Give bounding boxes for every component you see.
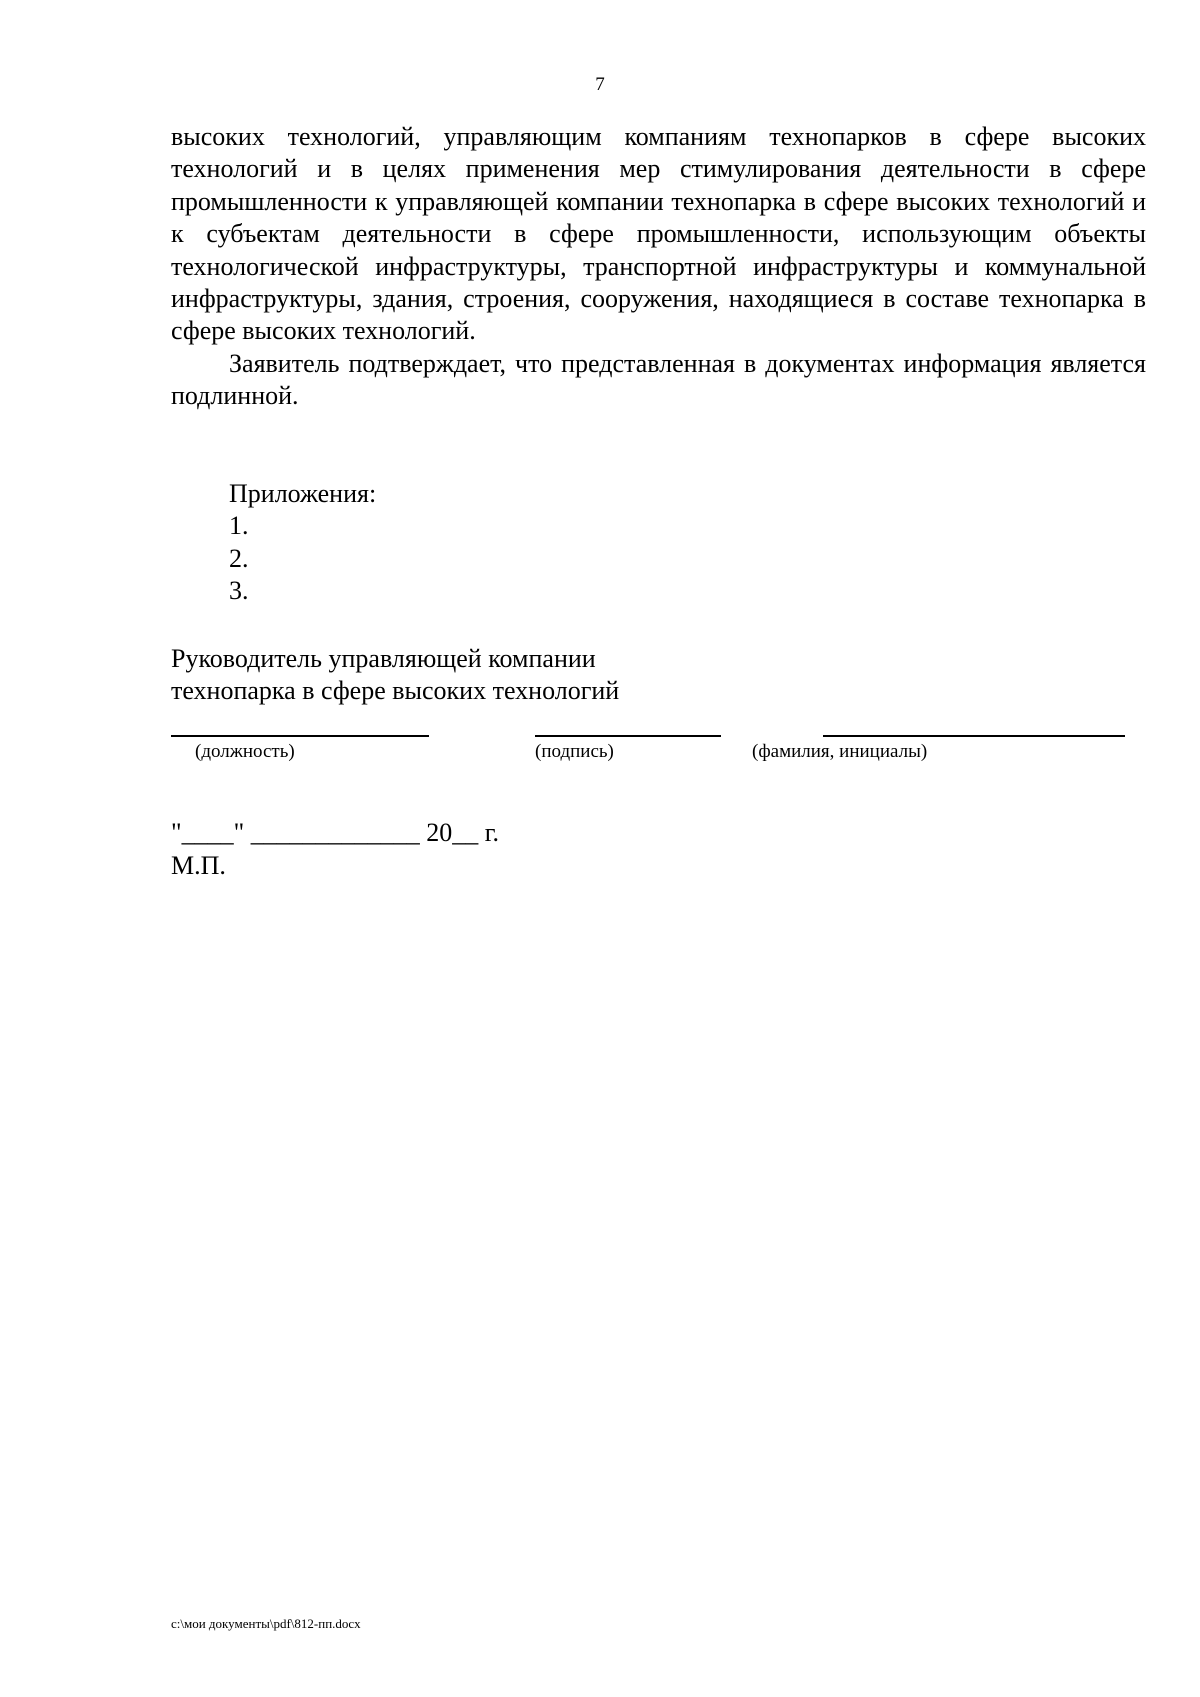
name-caption: (фамилия, инициалы) [752, 741, 928, 762]
attachment-item: 2. [229, 543, 249, 573]
page-number: 7 [595, 74, 605, 95]
footer-file-path: c:\мои документы\pdf\812-пп.docx [171, 1616, 361, 1631]
attachments-section [229, 478, 376, 608]
attachment-item: 1. [229, 511, 249, 541]
signatory-title [171, 643, 619, 708]
attachments-list [229, 510, 376, 607]
paragraph-confirmation: Заявитель подтверждает, что представленная в документах информация является подлинной. [171, 348, 1146, 411]
signatory-title-line-2: технопарка в сфере высоких технологий [171, 676, 620, 706]
position-caption: (должность) [195, 741, 295, 762]
attachments-heading: Приложения: [229, 479, 377, 508]
signatory-title-line-1: Руководитель управляющей компании [171, 644, 596, 673]
date-line: "____" _____________ 20__ г. [171, 818, 499, 847]
paragraph-continuation: высоких технологий, управляющим компаниям технопарков в сфере высоких технологий и в целях применения мер стимулирования деятельности в сфере промышленности к управляющей компании технопарка в сфере высоких технологий и к субъектам деятельности в сфере промышленности, использующим объекты технологической инфраструктуры, транспортной инфраструктуры и коммунальной инфраструктуры, здания, строения, сооружения, находящиеся в составе технопарка в сфере высоких технологий. [171, 122, 1146, 346]
attachment-item: 3. [229, 576, 249, 606]
signature-caption: (подпись) [535, 741, 614, 762]
body-text [171, 121, 1146, 413]
stamp-label: М.П. [171, 851, 226, 880]
position-blank-line [171, 735, 429, 737]
name-blank-line [823, 735, 1125, 737]
signature-blank-line [535, 735, 721, 737]
